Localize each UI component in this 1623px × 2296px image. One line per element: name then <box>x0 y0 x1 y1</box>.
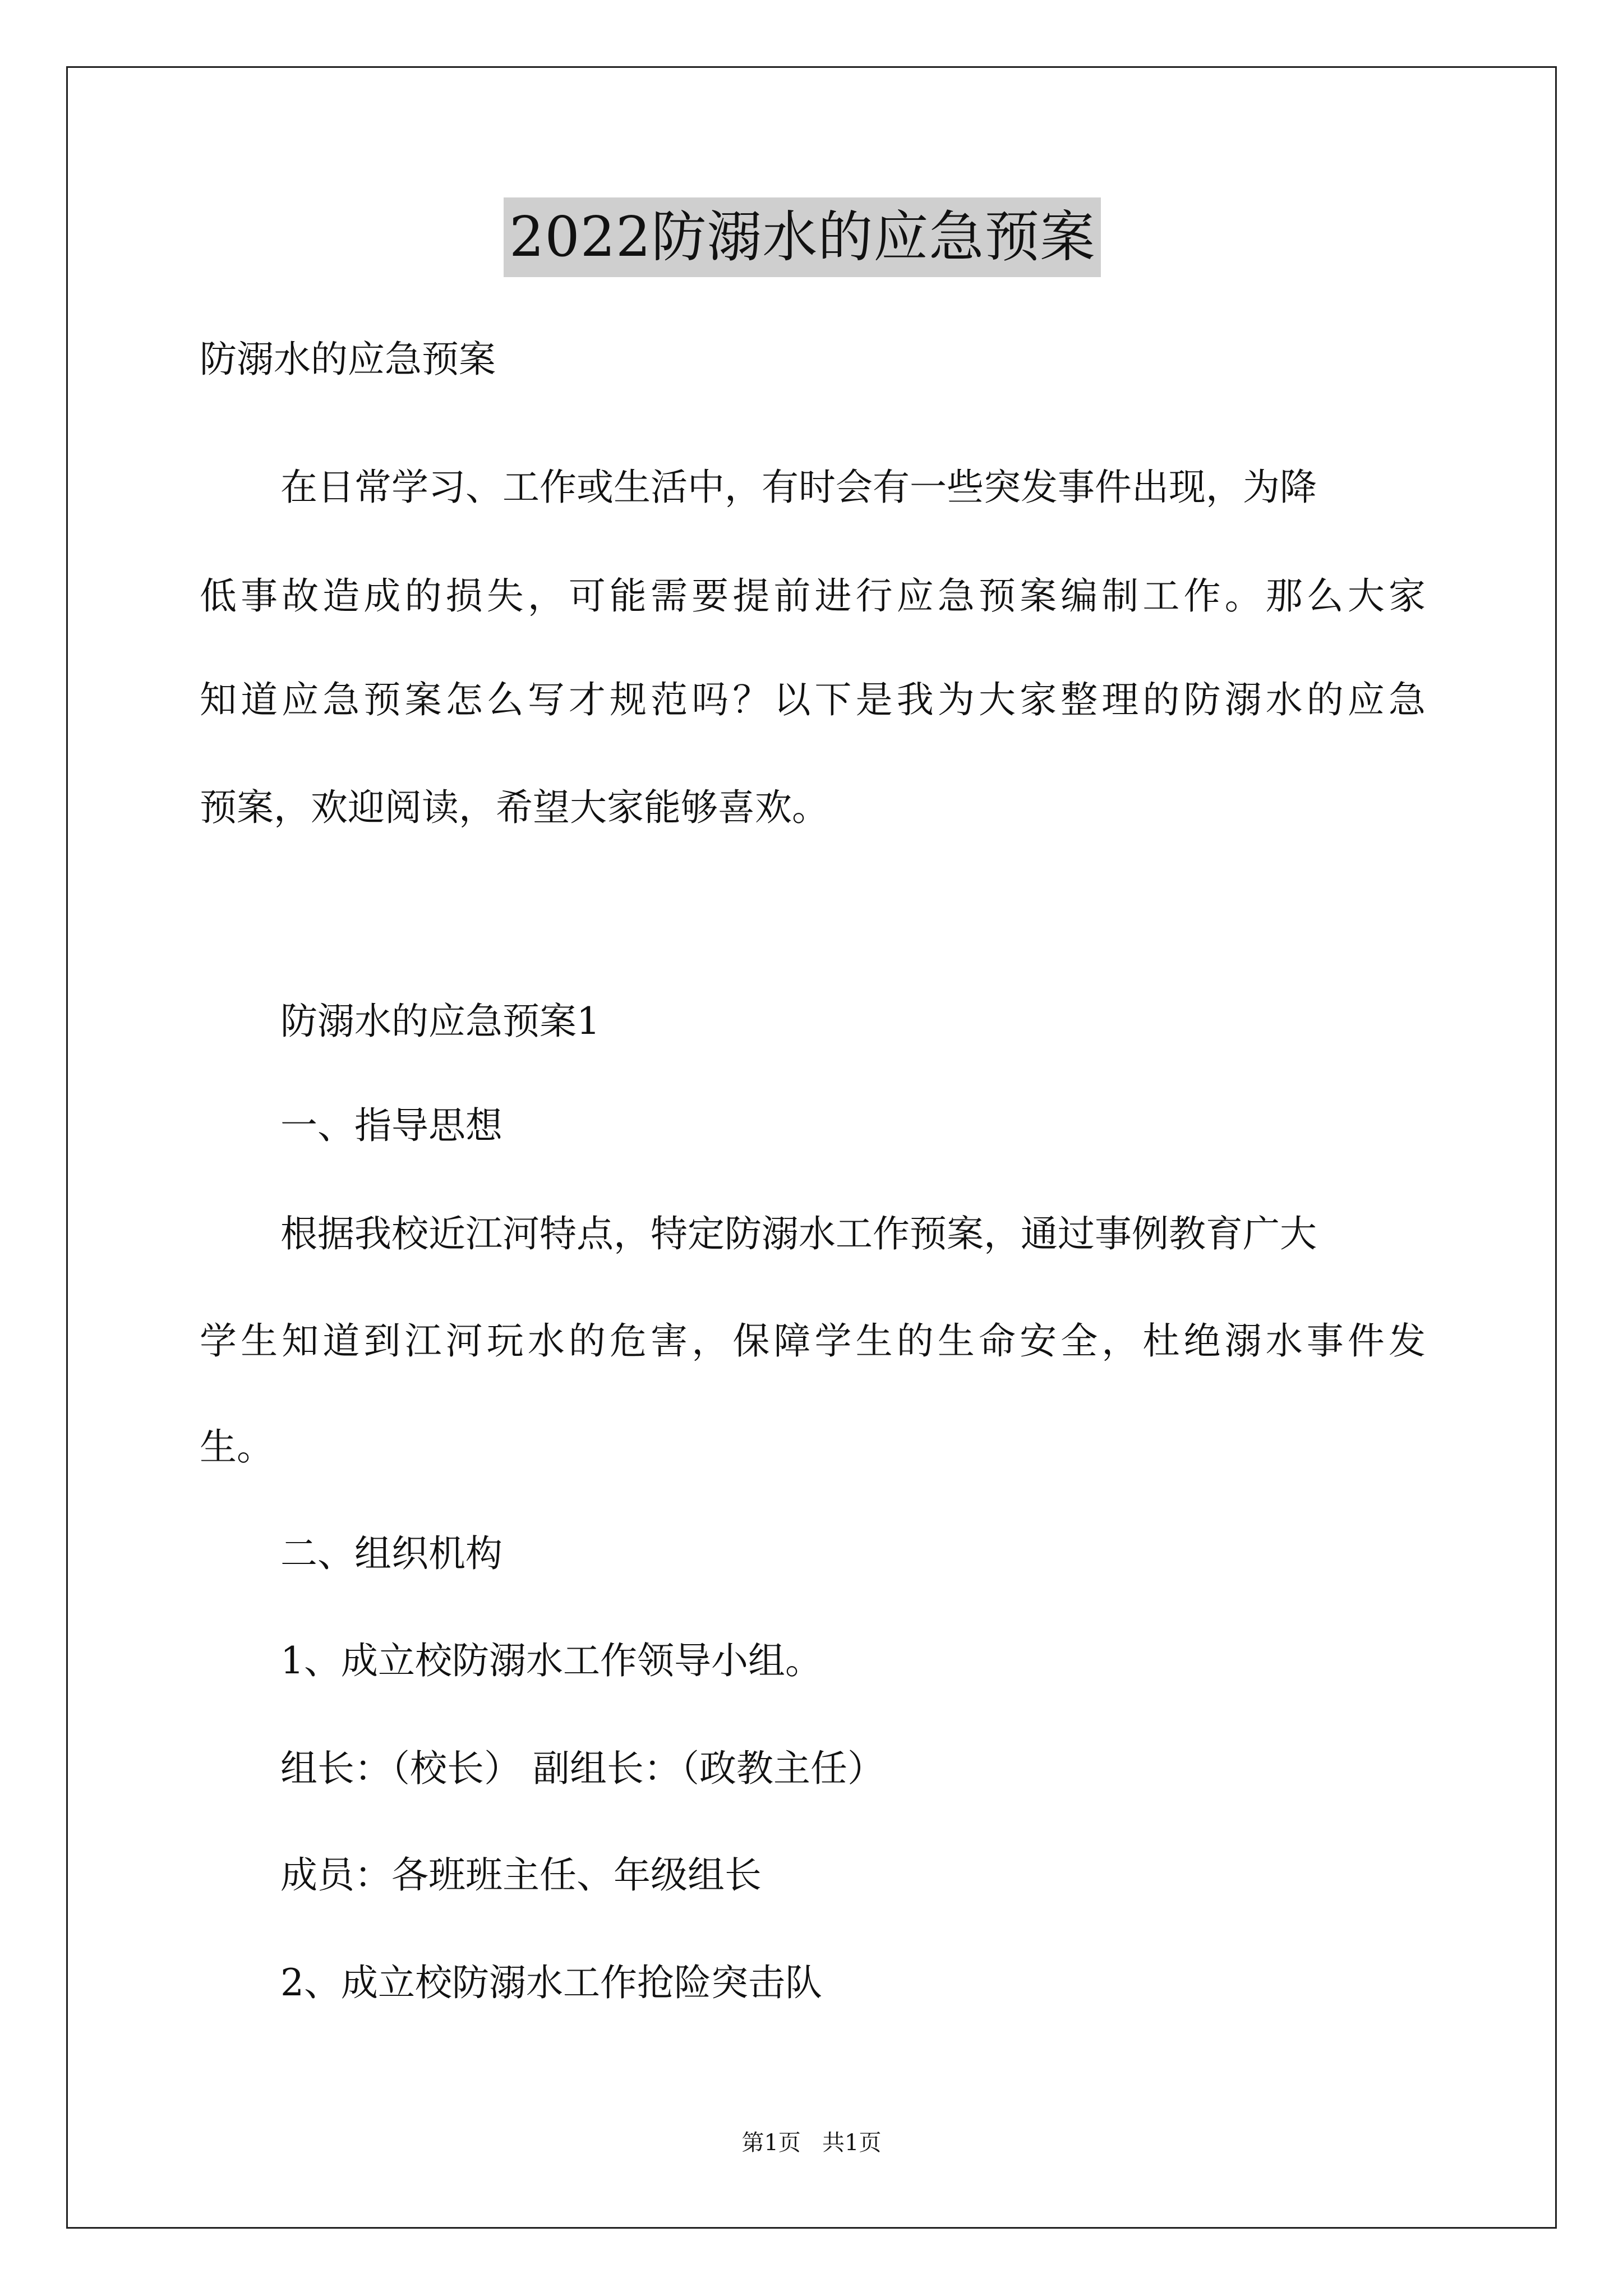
page-number: 第1页 共1页 <box>741 2130 882 2156</box>
document-title: 2022防溺水的应急预案 <box>504 197 1101 277</box>
document-subtitle: 防溺水的应急预案 <box>200 338 496 381</box>
intro-line-3: 知道应急预案怎么写才规范吗？以下是我为大家整理的防溺水的应急 <box>200 678 1426 721</box>
section-heading: 防溺水的应急预案1 <box>280 1000 600 1043</box>
item-1: 1、成立校防溺水工作领导小组。 <box>280 1639 822 1682</box>
part1-body-line-3: 生。 <box>200 1425 274 1469</box>
members-line: 成员：各班班主任、年级组长 <box>280 1853 762 1897</box>
intro-line-4: 预案，欢迎阅读，希望大家能够喜欢。 <box>200 786 829 829</box>
intro-line-2: 低事故造成的损失，可能需要提前进行应急预案编制工作。那么大家 <box>200 574 1426 618</box>
part2-heading: 二、组织机构 <box>280 1532 502 1575</box>
part1-body-line-2: 学生知道到江河玩水的危害，保障学生的生命安全，杜绝溺水事件发 <box>200 1319 1426 1363</box>
intro-line-1: 在日常学习、工作或生活中，有时会有一些突发事件出现，为降 <box>280 466 1317 509</box>
part1-body-line-1: 根据我校近江河特点，特定防溺水工作预案，通过事例教育广大 <box>280 1212 1317 1255</box>
leaders-line: 组长：（校长） 副组长：（政教主任） <box>280 1747 884 1790</box>
part1-heading: 一、指导思想 <box>280 1104 502 1147</box>
item-2: 2、成立校防溺水工作抢险突击队 <box>280 1961 822 2004</box>
